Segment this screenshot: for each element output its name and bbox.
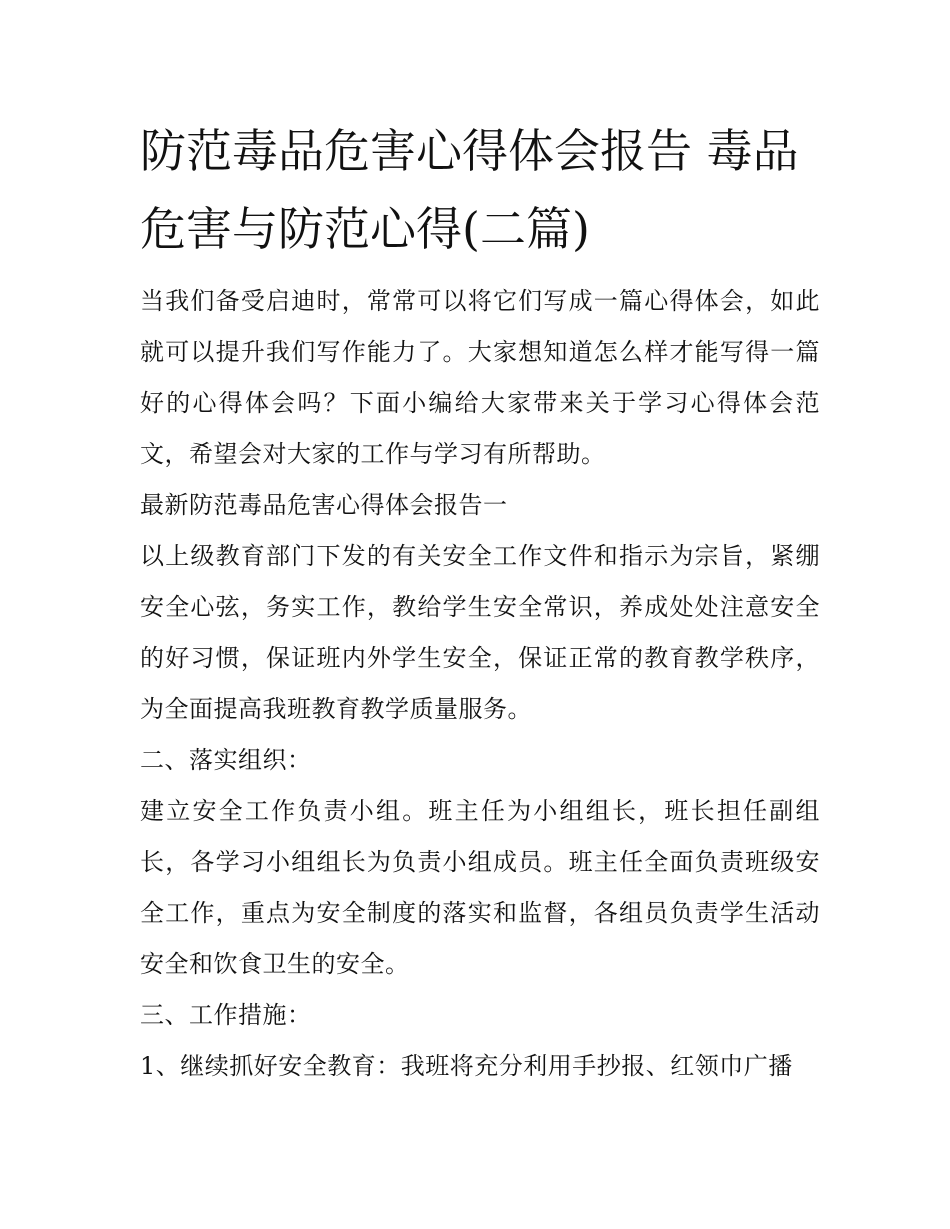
organization-paragraph: 建立安全工作负责小组。班主任为小组组长，班长担任副组长，各学习小组组长为负责小组成员。班主任全面负责班级安全工作，重点为安全制度的落实和监督，各组员负责学生活动安全和饮食卫生的安全。 — [140, 797, 820, 978]
document-body — [140, 276, 820, 1092]
purpose-paragraph: 以上级教育部门下发的有关安全工作文件和指示为宗旨，紧绷安全心弦，务实工作，教给学生安全常识，养成处处注意安全的好习惯，保证班内外学生安全，保证正常的教育教学秩序，为全面提高我班教育教学质量服务。 — [140, 542, 820, 723]
document-title: 防范毒品危害心得体会报告 毒品危害与防范心得(二篇) — [140, 124, 799, 256]
measures-item-1: 1、继续抓好安全教育：我班将充分利用手抄报、红领巾广播 — [140, 1052, 793, 1080]
section-heading-organization: 二、落实组织： — [140, 746, 312, 774]
section-heading-measures: 三、工作措施： — [140, 1001, 312, 1029]
intro-paragraph: 当我们备受启迪时，常常可以将它们写成一篇心得体会，如此就可以提升我们写作能力了。大家想知道怎么样才能写得一篇好的心得体会吗？下面小编给大家带来关于学习心得体会范文，希望会对大家的工作与学习有所帮助。 — [140, 287, 820, 468]
section-heading-report-one: 最新防范毒品危害心得体会报告一 — [140, 491, 508, 519]
